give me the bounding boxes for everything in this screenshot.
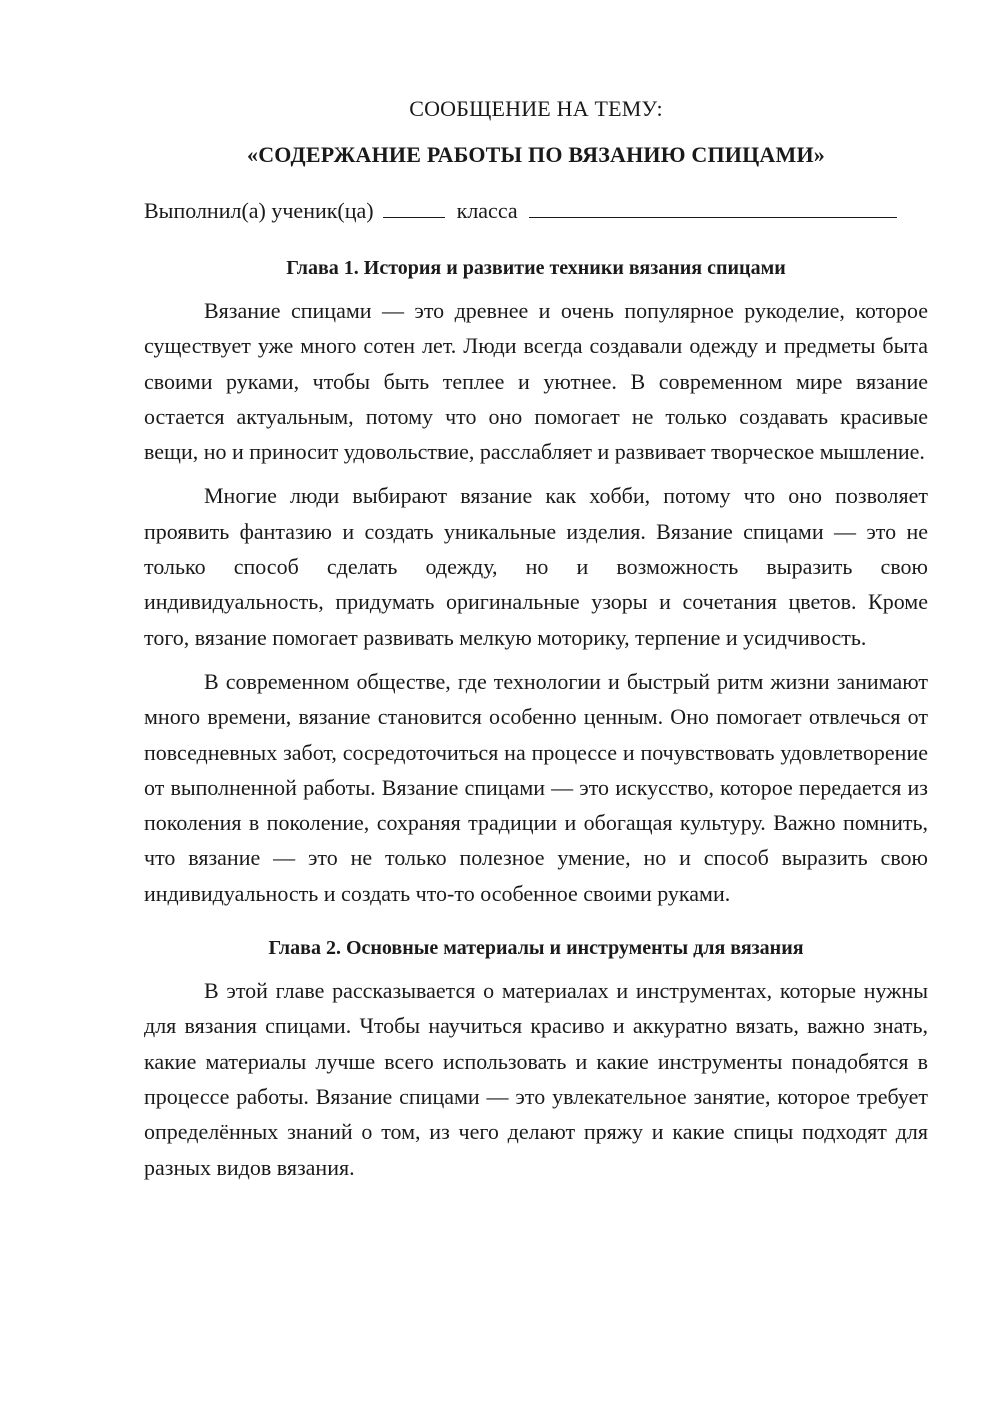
chapter-2-heading: Глава 2. Основные материалы и инструменты для вязания <box>268 937 804 960</box>
grade-blank <box>383 197 445 218</box>
document-subtitle: «СОДЕРЖАНИЕ РАБОТЫ ПО ВЯЗАНИЮ СПИЦАМИ» <box>247 142 825 167</box>
chapter-1 <box>144 253 928 911</box>
chapter-1-paragraph-1: Вязание спицами — это древнее и очень популярное рукоделие, которое существует уже много сотен лет. Люди всегда создавали одежду и предметы быта своими руками, чтобы быть теплее и уютнее. В современном мире вязание остается актуальным, потому что оно помогает не только создавать красивые вещи, но и приносит удовольствие, расслабляет и развивает творческое мышление. <box>144 298 928 465</box>
chapter-1-paragraph-3: В современном обществе, где технологии и быстрый ритм жизни занимают много времени, вязание становится особенно ценным. Оно помогает отвлечься от повседневных забот, сосредоточиться на процессе и почувствовать удовлетворение от выполненной работы. Вязание спицами — это искусство, которое передается из поколения в поколение, сохраняя традиции и обогащая культуру. Важно помнить, что вязание — это не только полезное умение, но и способ выразить свою индивидуальность и создать что-то особенное своими руками. <box>144 668 928 906</box>
class-blank <box>529 197 897 218</box>
class-label: класса <box>456 198 518 223</box>
student-prefix: Выполнил(а) ученик(ца) <box>144 198 374 223</box>
chapter-2-paragraph-1: В этой главе рассказывается о материалах и инструментах, которые нужны для вязания спицами. Чтобы научиться красиво и аккуратно вязать, важно знать, какие материалы лучше всего использовать и какие инструменты понадобятся в процессе работы. Вязание спицами — это увлекательное занятие, которое требует определённых знаний о том, из чего делают пряжу и какие спицы подходят для разных видов вязания. <box>144 978 928 1180</box>
document-title: СООБЩЕНИЕ НА ТЕМУ: <box>409 96 663 121</box>
chapter-1-paragraph-2: Многие люди выбирают вязание как хобби, потому что оно позволяет проявить фантазию и создать уникальные изделия. Вязание спицами — это не только способ сделать одежду, но и возможность выразить свою индивидуальность, придумать оригинальные узоры и сочетания цветов. Кроме того, вязание помогает развивать мелкую моторику, терпение и усидчивость. <box>144 483 928 650</box>
chapter-1-heading: Глава 1. История и развитие техники вязания спицами <box>286 257 786 279</box>
student-line <box>144 195 928 227</box>
chapter-2 <box>144 933 928 1185</box>
